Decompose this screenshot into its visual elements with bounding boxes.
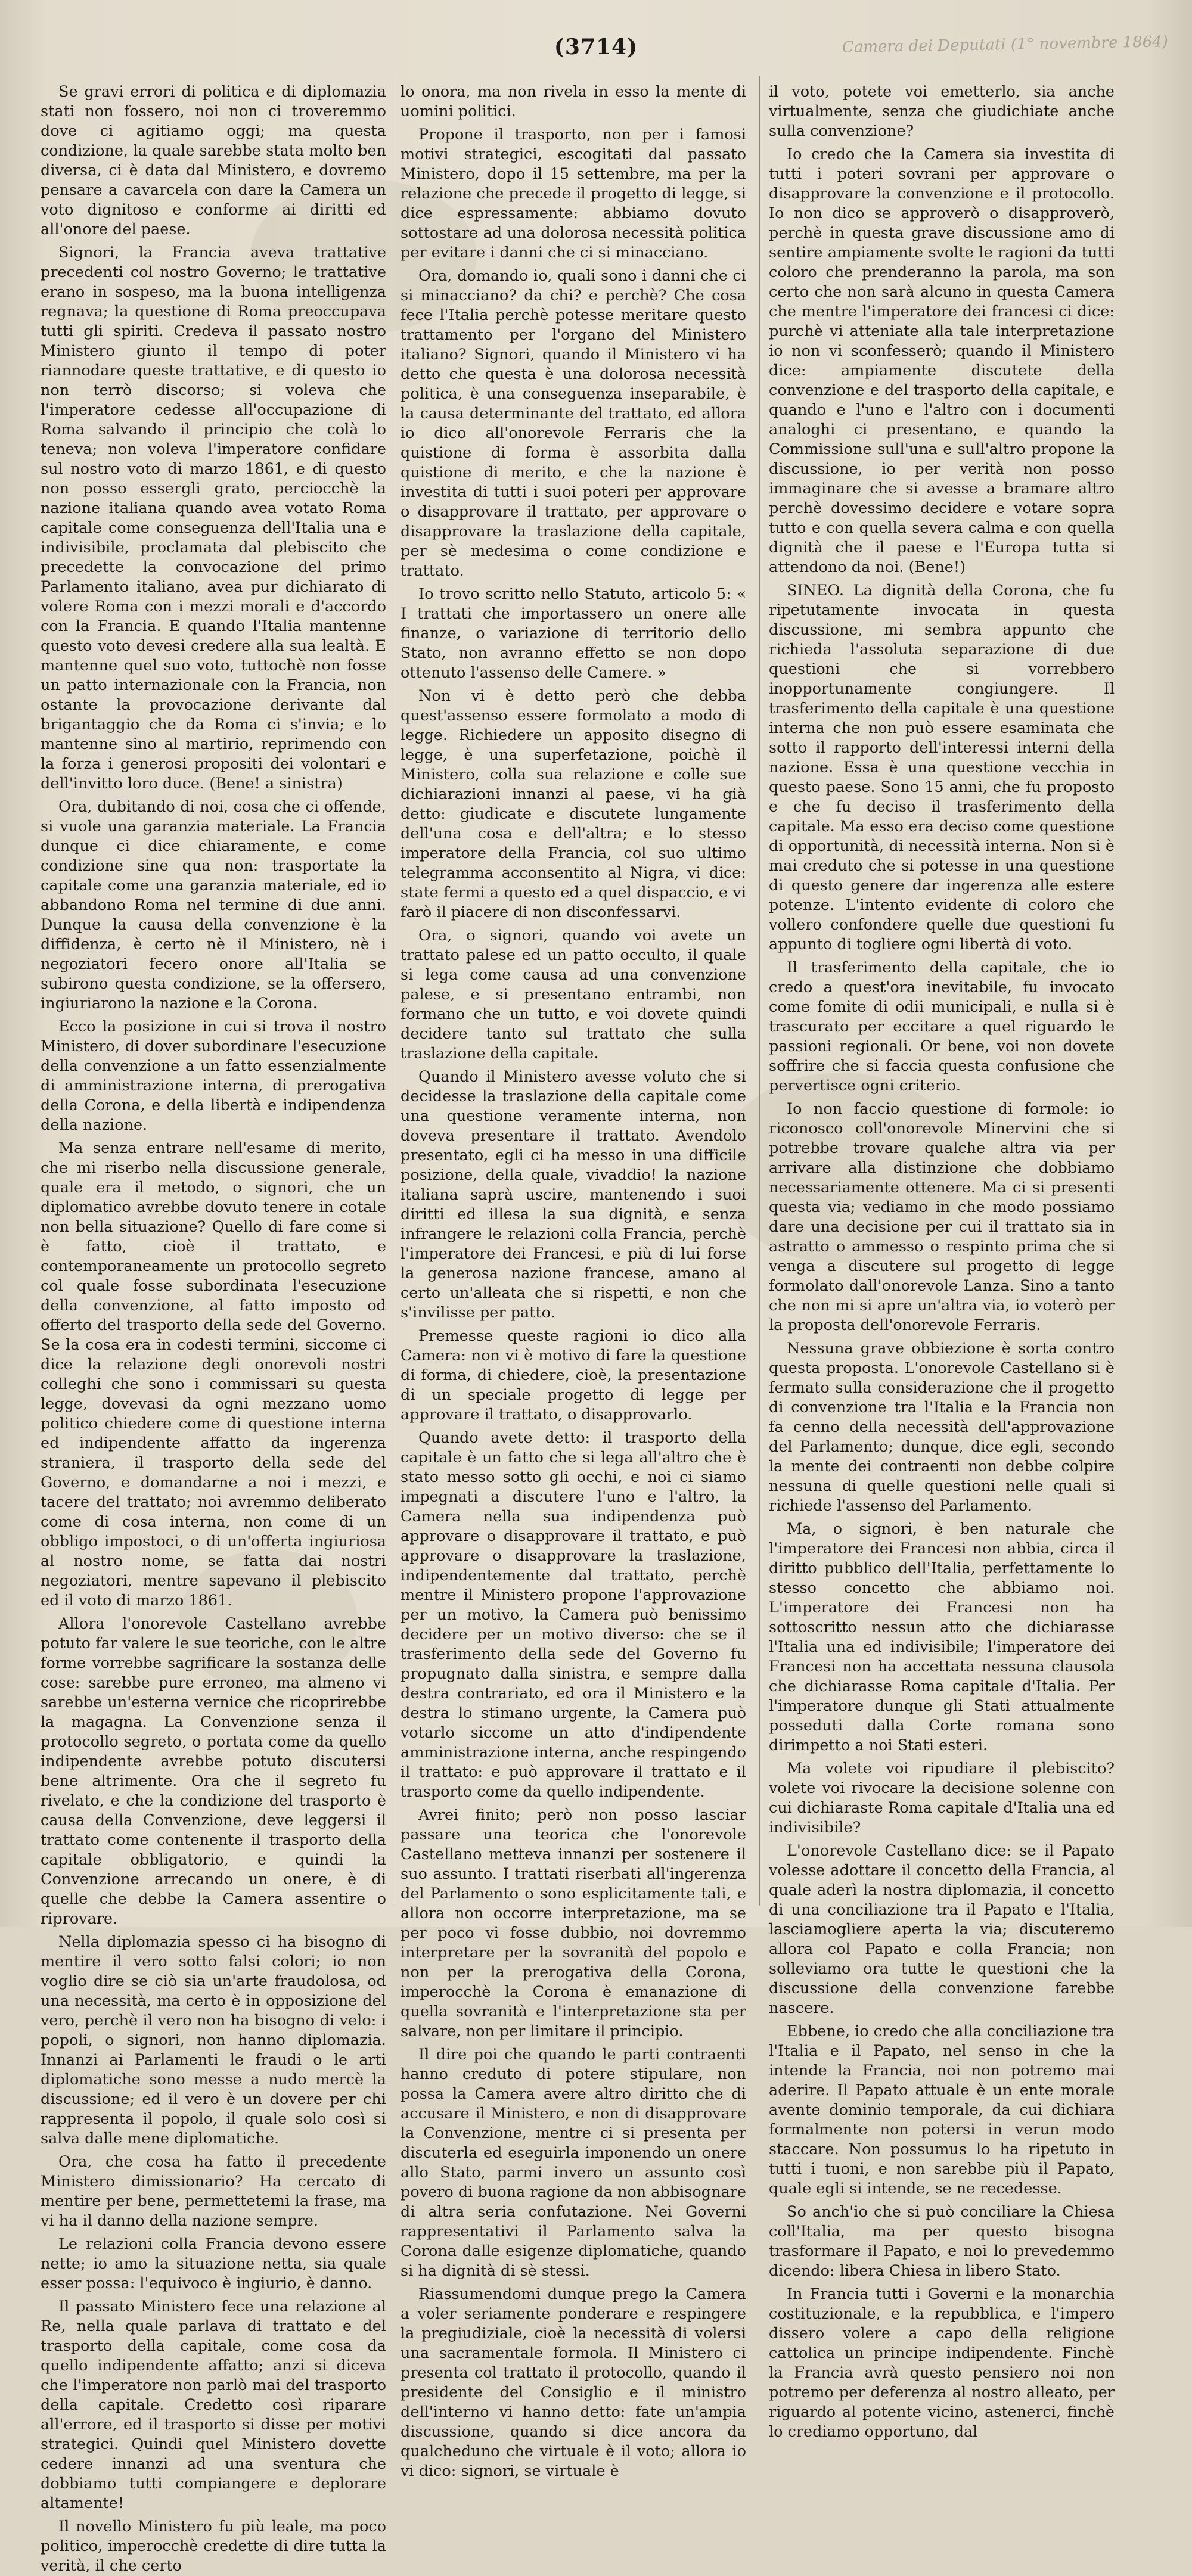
paragraph: Ora, domando io, quali sono i danni che ci si minacciano? da chi? e perchè? Che cosa fece l'Italia perchè potesse meritare questo trattamento per l'organo del Ministero italiano? Signori, quando il Ministero vi ha detto che questa è una dolorosa necessità politica, è una conseguenza inseparabile, è la causa determinante del trattato, ed allora io dico all'onorevole Ferraris che la quistione di forma è assorbita dalla quistione di merito, e che la nazione è investita di tutti i suoi poteri per approvare o disapprovare il trattato, per approvare o disapprovare la traslazione della capitale, per sè medesima o come condizione e trattato. [401,267,746,580]
paragraph: Se gravi errori di politica e di diplomazia stati non fossero, noi non ci troveremmo dove ci agitiamo oggi; ma questa condizione, la quale sarebbe stata molto ben diversa, ci è data dal Ministero, e dovremo pensare a cavarcela con dare la Camera un voto dignitoso e conforme ai diritti ed all'onore del paese. [41,83,386,238]
paragraph: Il trasferimento della capitale, che io credo a quest'ora inevitabile, fu invocato come fomite di odii municipali, e nulla si è trascurato per eccitare a quel riguardo le passioni regionali. Or bene, voi non dovete soffrire che si faccia questa confusione che pervertisce ogni criterio. [769,959,1115,1095]
paragraph: lo onora, ma non rivela in esso la mente di uomini politici. [401,83,746,120]
paragraph: Quando il Ministero avesse voluto che si decidesse la traslazione della capitale come una questione veramente interna, non doveva presentare il trattato. Avendolo presentato, egli ci ha messo in una difficile posizione, della quale, vivaddio! la nazione italiana saprà uscire, mantenendo i suoi diritti ed illesa la sua dignità, e senza infrangere le relazioni colla Francia, perchè l'imperatore dei Francesi, e più di lui forse la generosa nazione francese, amano al certo un'alleata che si rispetti, e non che s'invilisse per patto. [401,1068,746,1322]
paragraph: Nessuna grave obbiezione è sorta contro questa proposta. L'onorevole Castellano si è fermato sulla considerazione che il progetto di convenzione tra l'Italia e la Francia non fa cenno della necessità dell'approvazione del Parlamento; dunque, dice egli, secondo la mente dei contraenti non debbe colpire nessuna di quelle questioni nelle quali si richiede l'assenso del Parlamento. [769,1340,1115,1515]
paragraph: L'onorevole Castellano dice: se il Papato volesse adottare il concetto della Francia, al quale aderì la nostra diplomazia, il concetto di una conciliazione tra il Papato e l'Italia, lasciamogliere aperta la via; discuteremo allora col Papato e colla Francia; non solleviamo ora tutte le questioni che la discussione della convenzione farebbe nascere. [769,1842,1115,2017]
paragraph: In Francia tutti i Governi e la monarchia costituzionale, e la repubblica, e l'impero dissero volere a capo della religione cattolica un principe indipendente. Finchè la Francia avrà questo pensiero noi non potremo per deferenza al nostro alleato, per riguardo al potente vicino, astenerci, finchè lo crediamo opportuno, dal [769,2285,1115,2441]
paragraph: il voto, potete voi emetterlo, sia anche virtualmente, senza che giudichiate anche sulla convenzione? [769,83,1115,140]
paragraph: Il dire poi che quando le parti contraenti hanno creduto di potere stipulare, non possa la Camera avere altro diritto che di accusare il Ministero, e non di disapprovare la Convenzione, mentre ci si presenta per discuterla ed eseguirla imponendo un onere allo Stato, parmi invero un assunto così povero di buona ragione da non abbisognare di altra seria confutazione. Nei Governi rappresentativi il Parlamento salva la Corona dalle esigenze diplomatiche, quando si ha dignità di sè stessi. [401,2046,746,2280]
paragraph: Io credo che la Camera sia investita di tutti i poteri sovrani per approvare o disapprovare la convenzione e il protocollo. Io non dico se approverò o disapproverò, perchè in questa grave discussione amo di sentire ampiamente svolte le ragioni da tutti coloro che prenderanno la parola, ma son certo che non sarà alcuno in questa Camera che mentre l'imperatore dei francesi ci dice: purchè vi atteniate alla tale interpretazione io non vi sconfesserò; quando il Ministero dice: ampiamente discutete della convenzione e del trasporto della capitale, e quando e l'uno e l'altro con i documenti analoghi ci presentano, e quando la Commissione sull'una e sull'altro propone la discussione, io per verità non posso immaginare che si avesse a bramare altro perchè dovessimo decidere e votare sopra tutto e con quella severa calma e con quella dignità che il paese e l'Europa tutta si attendono da noi. (Bene!) [769,145,1115,576]
paragraph: Ora, che cosa ha fatto il precedente Ministero dimissionario? Ha cercato di mentire per bene, permettetemi la frase, ma vi ha il danno della nazione sempre. [41,2153,386,2230]
text-column-2 [401,82,746,2480]
paragraph: Il novello Ministero fu più leale, ma poco politico, imperocchè credette di dire tutta la verità, il che certo [41,2518,386,2575]
paragraph: SINEO. La dignità della Corona, che fu ripetutamente invocata in questa discussione, mi sembra appunto che richieda l'assoluta separazione di due questioni che si vorrebbero inopportunamente congiungere. Il trasferimento della capitale è una questione interna che non può essere esaminata che sotto il rapporto dell'interessi interni della nazione. Essa è una questione vecchia in questo paese. Sono 15 anni, che fu proposto e che fu deciso il trasferimento della capitale. Ma esso era deciso come questione di opportunità, di necessità interna. Non si è mai creduto che si potesse in una questione di questo genere dar ingerenza alle estere potenze. L'intento evidente di coloro che vollero confondere quelle due questioni fu appunto di togliere ogni libertà di voto. [769,582,1115,953]
paragraph: Propone il trasporto, non per i famosi motivi strategici, escogitati dal passato Ministero, dopo il 15 settembre, ma per la relazione che precede il progetto di legge, si dice espressamente: abbiamo dovuto sottostare ad una dolorosa necessità politica per evitare i danni che ci si minacciano. [401,126,746,262]
paragraph: Io non faccio questione di formole: io riconosco coll'onorevole Minervini che si potrebbe trovare qualche altra via per arrivare alla distinzione che dobbiamo necessariamente ottenere. Ma ci si presenti questa via; vediamo in che modo possiamo dare una decisione per cui il trattato sia in astratto o ammesso o respinto prima che si venga a discutere sul progetto di legge formolato dall'onorevole Lanza. Sino a tanto che non mi si apre un'altra via, io voterò per la proposta dell'onorevole Ferraris. [769,1100,1115,1334]
text-column-3 [769,82,1115,2441]
paragraph: Avrei finito; però non posso lasciar passare una teorica che l'onorevole Castellano metteva innanzi per sostenere il suo assunto. I trattati riserbati all'ingerenza del Parlamento o sono esplicitamente tali, e allora non occorre interpretazione, ma se per poco vi fosse dubbio, noi dovremmo interpretare per la sovranità del popolo e non per la prerogativa della Corona, imperocchè la Corona è emanazione di quella sovranità e l'interpretazione sta per salvare, non per limitare il principio. [401,1806,746,2040]
paragraph: Il passato Ministero fece una relazione al Re, nella quale parlava di trattato e del trasporto della capitale, come cosa da quello indipendente affatto; anzi si diceva che l'imperatore non parlò mai del trasporto della capitale. Credetto così riparare all'errore, ed il trasporto si disse per motivi strategici. Quindi quel Ministero dovette cedere innanzi ad una sventura che dobbiamo tutti compiangere e deplorare altamente! [41,2298,386,2512]
column-divider [759,76,760,1906]
paragraph: Nella diplomazia spesso ci ha bisogno di mentire il vero sotto falsi colori; io non voglio dire se ciò sia un'arte fraudolosa, od una necessità, ma certo è in opposizione del vero, perchè il vero non ha bisogno di velo: i popoli, o signori, non hanno diplomazia. Innanzi ai Parlamenti le fraudi o le arti diplomatiche sono messe a nudo mercè la discussione; ed il vero è un dovere per chi rappresenta il popolo, il quale solo così si salva dalle mene diplomatiche. [41,1933,386,2148]
paragraph: Quando avete detto: il trasporto della capitale è un fatto che si lega all'altro che è stato messo sotto gli occhi, e noi ci siamo impegnati a discutere l'uno e l'altro, la Camera nella sua indipendenza può approvare o disapprovare il trattato, e può approvare o disapprovare la traslazione, indipendentemente dal trattato, perchè mentre il Ministero propone l'approvazione per un motivo, la Camera può benissimo decidere per un motivo diverso: che se il trasferimento della sede del Governo fu propugnato dalla sinistra, e sempre dalla destra contrariato, ed ora il Ministero e la destra lo stimano urgente, la Camera può votarlo siccome un atto d'indipendente amministrazione interna, anche respingendo il trattato: e può approvare il trattato e il trasporto come da quello indipendente. [401,1429,746,1801]
paragraph: Riassumendomi dunque prego la Camera a voler seriamente ponderare e respingere la pregiudiziale, cioè la necessità di volersi una sacramentale formola. Il Ministero ci presenta col trattato il protocollo, quando il presidente del Consiglio e il ministro dell'interno vi hanno detto: fate un'ampia discussione, quando si dice ancora da qualcheduno che virtuale è il voto; allora io vi dico: signori, se virtuale è [401,2285,746,2480]
text-column-1 [41,82,386,2575]
running-head: Camera dei Deputati (1° novembre 1864) [842,33,1169,57]
paragraph: Signori, la Francia aveva trattative precedenti col nostro Governo; le trattative erano in sospeso, ma la buona intelligenza regnava; la questione di Roma preoccupava tutti gli spiriti. Credeva il passato nostro Ministero giunto il tempo di poter riannodare queste trattative, e di questo io non terrò discorso; si voleva che l'imperatore cedesse all'occupazione di Roma salvando il principio che colà lo teneva; non voleva l'imperatore confidare sul nostro voto di marzo 1861, e di questo non posso essergli grato, perciocchè la nazione italiana quando avea votato Roma capitale come conseguenza dell'Italia una e indivisibile, proclamata dal plebiscito che precedette la convocazione del primo Parlamento italiano, avea pur dichiarato di volere Roma con i mezzi morali e d'accordo con la Francia. E quando l'Italia mantenne questo voto devesi credere alla sua lealtà. E mantenne quel suo voto, tuttochè non fosse un patto internazionale con la Francia, non ostante la provocazione derivante dal brigantaggio che da Roma ci s'invia; e lo mantenne sino al martirio, reprimendo con la forza i generosi propositi dei volontari e dell'invitto loro duce. (Bene! a sinistra) [41,244,386,793]
paragraph: Io trovo scritto nello Statuto, articolo 5: « I trattati che importassero un onere alle finanze, o variazione di territorio dello Stato, non avranno effetto se non dopo ottenuto l'assenso delle Camere. » [401,585,746,682]
paragraph: Le relazioni colla Francia devono essere nette; io amo la situazione netta, sia quale esser possa: l'equivoco è ingiurio, è danno. [41,2235,386,2292]
paragraph: Ma volete voi ripudiare il plebiscito? volete voi rivocare la decisione solenne con cui dichiaraste Roma capitale d'Italia una ed indivisibile? [769,1760,1115,1837]
paragraph: Ora, dubitando di noi, cosa che ci offende, si vuole una garanzia materiale. La Francia dunque ci dice chiaramente, e come condizione sine qua non: trasportate la capitale come una garanzia materiale, ed io abbandono Roma nel termine di due anni. Dunque la causa della convenzione è la diffidenza, è certo nè il Ministero, nè i negoziatori fecero onore all'Italia se subirono questa condizione, se la offersero, ingiuriarono la nazione e la Corona. [41,798,386,1012]
paragraph: Ecco la posizione in cui si trova il nostro Ministero, di dover subordinare l'esecuzione della convenzione a un fatto essenzialmente di amministrazione interna, di prerogativa della Corona, e della libertà e indipendenza della nazione. [41,1018,386,1134]
page-number: (3714) [554,35,638,60]
paragraph: So anch'io che si può conciliare la Chiesa coll'Italia, ma per questo bisogna trasformare il Papato, e noi lo prevedemmo dicendo: libera Chiesa in libero Stato. [769,2203,1115,2280]
paragraph: Ma, o signori, è ben naturale che l'imperatore dei Francesi non abbia, circa il diritto pubblico dell'Italia, perfettamente lo stesso concetto che abbiamo noi. L'imperatore dei Francesi non ha sottoscritto nessun atto che dichiarasse l'Italia una ed indivisibile; l'imperatore dei Francesi non ha accettata nessuna clausola che dichiarasse Roma capitale d'Italia. Per l'imperatore dunque gli Stati attualmente posseduti dalla Corte romana sono dirimpetto a noi Stati esteri. [769,1520,1115,1754]
paragraph: Ma senza entrare nell'esame di merito, che mi riserbo nella discussione generale, quale era il metodo, o signori, che un diplomatico avrebbe dovuto tenere in cotale non bella situazione? Quello di fare come si è fatto, cioè il trattato, e contemporaneamente un protocollo segreto col quale fosse subordinata l'esecuzione della convenzione, al fatto imposto od offerto del trasporto della sede del Governo. Se la cosa era in codesti termini, siccome ci dice la relazione degli onorevoli nostri colleghi che sono i commissari su questa legge, dovevasi da ogni mezzano uomo politico chiedere come di questione interna ed indipendente affatto da ingerenza straniera, il trasporto della sede del Governo, e domandarne a noi i mezzi, e tacere del trattato; noi avremmo deliberato come di cosa interna, non come di un obbligo impostoci, o di un'offerta ingiuriosa al nostro nome, se fatta dai nostri negoziatori, mentre sapevano il plebiscito ed il voto di marzo 1861. [41,1139,386,1609]
paragraph: Ora, o signori, quando voi avete un trattato palese ed un patto occulto, il quale si lega come causa ad una convenzione palese, e si presentano entrambi, non formano che un tutto, e voi dovete quindi decidere tanto sul trattato che sulla traslazione della capitale. [401,927,746,1062]
paragraph: Ebbene, io credo che alla conciliazione tra l'Italia e il Papato, nel senso in che la intende la Francia, noi non potremo mai aderire. Il Papato attuale è un ente morale avente dominio temporale, da cui dichiara formalmente non potersi in verun modo staccare. Non possumus lo ha ripetuto in tutti i tuoni, e non sarebbe più il Papato, quale egli si intende, se ne recedesse. [769,2022,1115,2198]
paragraph: Premesse queste ragioni io dico alla Camera: non vi è motivo di fare la questione di forma, di chiedere, cioè, la presentazione di un speciale progetto di legge per approvare il trattato, o disapprovarlo. [401,1327,746,1424]
paragraph: Allora l'onorevole Castellano avrebbe potuto far valere le sue teoriche, con le altre forme vorrebbe sagrificare la sostanza delle cose: sarebbe pure erroneo, ma almeno vi sarebbe un'esterna vernice che ricoprirebbe la magagna. La Convenzione senza il protocollo segreto, o portata come da quello indipendente avrebbe potuto discutersi bene altrimente. Ora che il segreto fu rivelato, e che la condizione del trasporto è causa della Convenzione, deve leggersi il trattato come contenente il trasporto della capitale obbligatorio, e quindi la Convenzione arrecando un onere, è di quelle che debbe la Camera assentire o riprovare. [41,1615,386,1928]
paragraph: Non vi è detto però che debba quest'assenso essere formolato a modo di legge. Richiedere un apposito disegno di legge, è una superfetazione, poichè il Ministero, colla sua relazione e colle sue dichiarazioni innanzi al paese, vi ha già detto: giudicate e discutete lungamente dell'una cosa e dell'altra; e lo stesso imperatore della Francia, col suo ultimo telegramma acconsentito al Nigra, vi dice: state fermi a questo ed a quel dispaccio, e vi farò il piacere di non disconfessarvi. [401,687,746,921]
